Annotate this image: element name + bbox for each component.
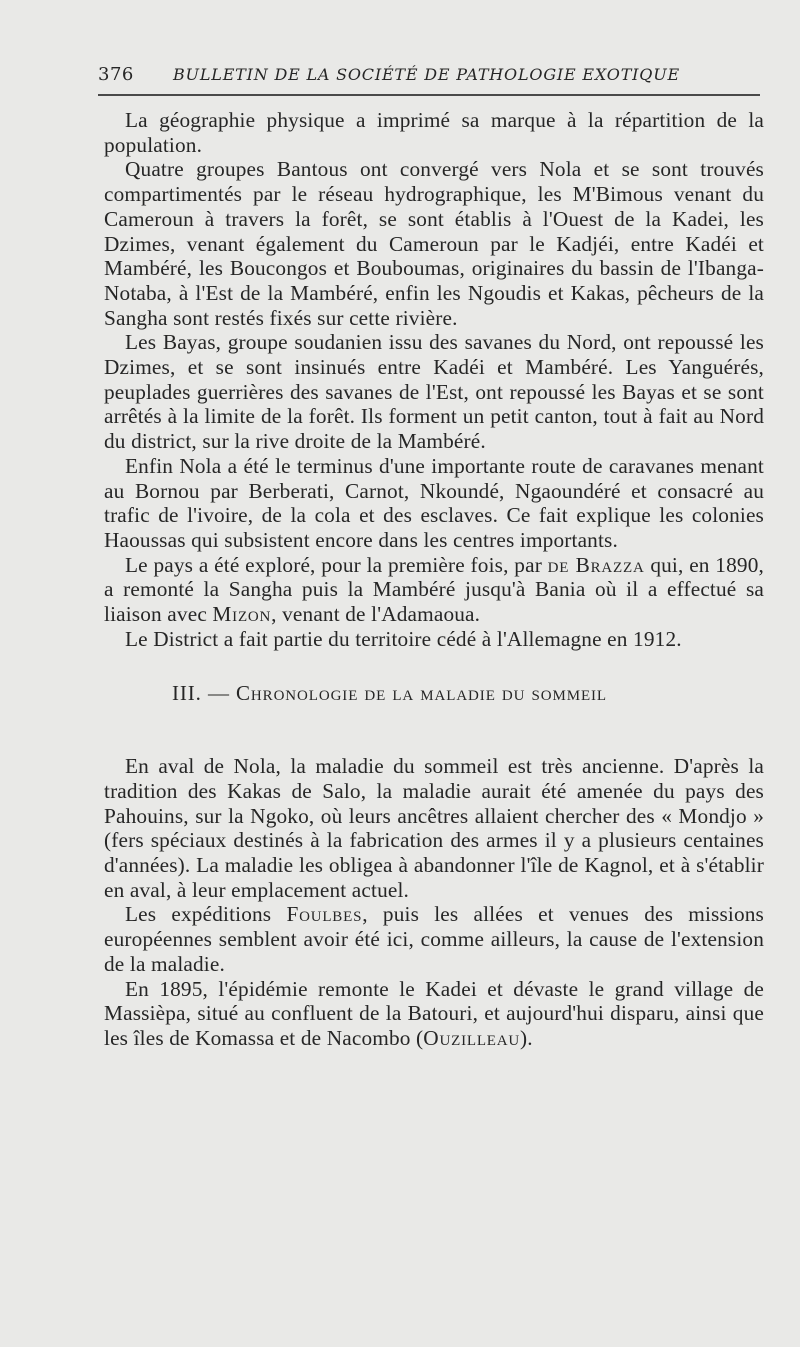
section-heading: III. — Chronologie de la maladie du sommeil	[172, 681, 607, 706]
paragraph-text: Les expéditions	[125, 902, 287, 927]
body-text	[104, 108, 764, 1051]
author-name: Mizon	[212, 602, 272, 627]
author-name: Ouzilleau	[423, 1025, 521, 1050]
paragraph-bantou-groups: Quatre groupes Bantous ont convergé vers Nola et se sont trouvés compartimentés par le réseau hydrographique, les M'Bimous venant du Cameroun à travers la forêt, se sont établis à l'Ouest de la Kadei, les Dzimes, venant également du Cameroun par le Kadjéi, entre Kadéi et Mambéré, les Boucongos et Bouboumas, originaires du bassin de l'Ibanga-Notaba, à l'Est de la Mambéré, enfin les Ngoudis et Kakas, pêcheurs de la Sangha sont restés fixés sur cette rivière.	[104, 157, 764, 330]
author-name: Foulbes	[286, 902, 363, 927]
paragraph-text: ).	[520, 1025, 533, 1050]
paragraph-text: Le pays a été exploré, pour la première fois, par	[125, 552, 548, 577]
paragraph-geography: La géographie physique a imprimé sa marque à la répartition de la population.	[104, 108, 764, 157]
paragraph-epidemic-1895	[104, 977, 764, 1051]
paragraph-text: qui, en 1890, a remonté la Sangha puis la Mambéré jusqu'à Bania où il a effectué sa liaison avec	[104, 552, 764, 627]
paragraph-text: , puis les allées et venues des missions européennes semblent avoir été ici, comme ailleurs, la cause de l'extension de la maladie.	[104, 902, 764, 976]
header-rule	[98, 94, 760, 96]
paragraph-expeditions	[104, 902, 764, 976]
author-name: de Brazza	[547, 552, 645, 577]
paragraph-bayas: Les Bayas, groupe soudanien issu des savanes du Nord, ont repoussé les Dzimes, et se sont insinués entre Kadéi et Mambéré. Les Yanguérés, peuplades guerrières des savanes de l'Est, ont repoussé les Bayas et se sont arrêtés à la limite de la forêt. Ils forment un petit canton, tout à fait au Nord du district, sur la rive droite de la Mambéré.	[104, 330, 764, 454]
paragraph-ancient-disease: En aval de Nola, la maladie du sommeil est très ancienne. D'après la tradition des Kakas de Salo, la maladie aurait été amenée du pays des Pahouins, sur la Ngoko, où leurs ancêtres allaient chercher des « Mondjo » (fers spéciaux destinés à la fabrication des armes il y a plusieurs centaines d'années). La maladie les obligea à abandonner l'île de Kagnol, et à s'établir en aval, à leur emplacement actuel.	[104, 754, 764, 902]
paragraph-caravan-route: Enfin Nola a été le terminus d'une importante route de caravanes menant au Bornou par Berberati, Carnot, Nkoundé, Ngaoundéré et consacré au trafic de l'ivoire, de la cola et des esclaves. Ce fait explique les colonies Haoussas qui subsistent encore dans les centres importants.	[104, 453, 764, 552]
paragraph-text: , venant de l'Adamaoua.	[271, 602, 481, 627]
paragraph-text: En 1895, l'épidémie remonte le Kadei et dévaste le grand village de Massièpa, situé au confluent de la Batouri, et aujourd'hui disparu, ainsi que les îles de Komassa et de Nacombo (	[104, 976, 764, 1050]
page-number: 376	[98, 64, 134, 85]
running-header	[98, 64, 760, 88]
paragraph-exploration	[104, 553, 764, 627]
paragraph-german-territory: Le District a fait partie du territoire cédé à l'Allemagne en 1912.	[125, 626, 682, 651]
journal-title: BULLETIN DE LA SOCIÉTÉ DE PATHOLOGIE EXOTIQUE	[173, 65, 680, 84]
